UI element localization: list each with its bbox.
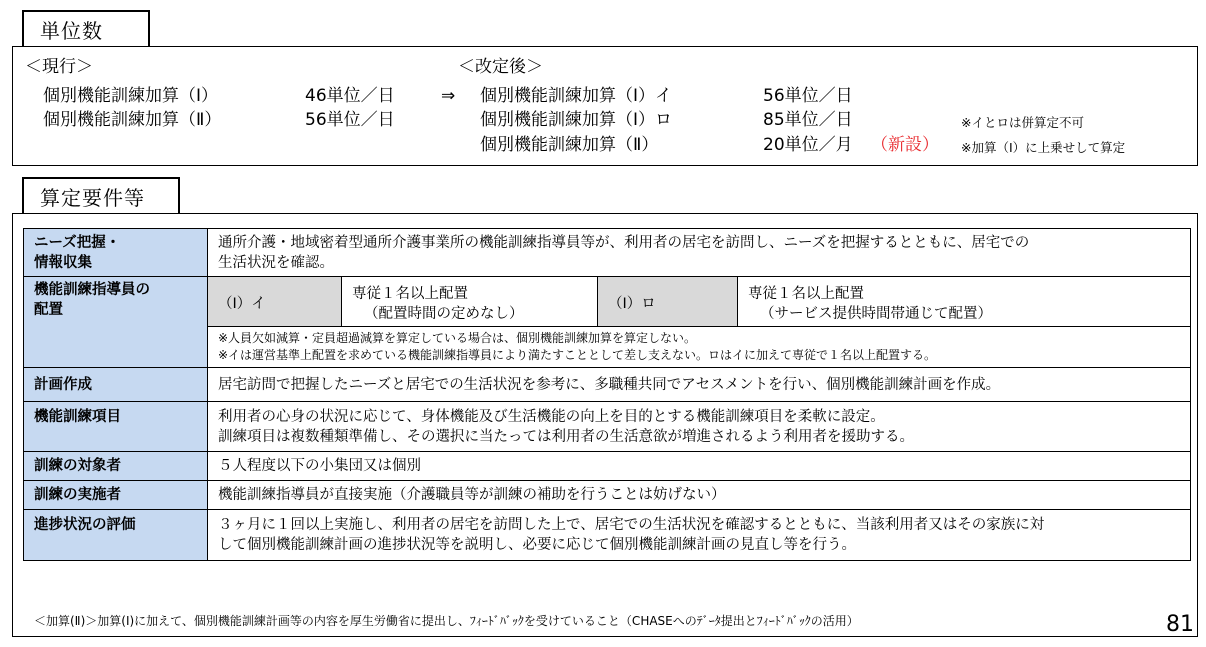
units-title-text: 単位数 (40, 19, 103, 43)
current-item-1-name: 個別機能訓練加算（Ⅰ） (43, 86, 219, 106)
requirements-title-text: 算定要件等 (40, 186, 145, 210)
plan-header: 計画作成 (24, 368, 208, 402)
page-number: 81 (1166, 612, 1194, 637)
staff-type-a-label: （Ⅰ）イ (208, 277, 342, 327)
current-item-2-name: 個別機能訓練加算（Ⅱ） (43, 110, 222, 130)
executor-header: 訓練の実施者 (24, 481, 208, 510)
new-badge: （新設） (871, 135, 939, 155)
needs-text: 通所介護・地域密着型通所介護事業所の機能訓練指導員等が、利用者の居宅を訪問し、ニーズを把握するとともに、居宅での 生活状況を確認。 (208, 229, 1191, 277)
units-panel (12, 46, 1198, 166)
current-item-1-units: 46単位／日 (305, 86, 395, 106)
revised-item-3-note: ※加算（Ⅰ）に上乗せして算定 (961, 140, 1126, 155)
current-item-2-units: 56単位／日 (305, 110, 395, 130)
revised-item-1-name: 個別機能訓練加算（Ⅰ）イ (480, 86, 673, 106)
staff-header: 機能訓練指導員の 配置 (24, 277, 208, 368)
staff-type-a-text: 専従１名以上配置 （配置時間の定めなし） (342, 277, 598, 327)
table-row (24, 481, 1191, 510)
requirements-panel (12, 213, 1198, 637)
items-text: 利用者の心身の状況に応じて、身体機能及び生活機能の向上を目的とする機能訓練項目を柔軟に設定。 訓練項目は複数種類準備し、その選択に当たっては利用者の生活意欲が増進されるよう利用者を援助する。 (208, 402, 1191, 452)
requirements-section-title (22, 177, 180, 214)
needs-header: ニーズ把握・ 情報収集 (24, 229, 208, 277)
table-row (24, 510, 1191, 561)
footnote: ＜加算(Ⅱ)＞加算(Ⅰ)に加えて、個別機能訓練計画等の内容を厚生労働省に提出し、ﾌｨｰﾄﾞﾊﾞｯｸを受けていること（CHASEへのﾃﾞｰﾀ提出とﾌｨｰﾄﾞﾊﾞｯｸの活用） (34, 614, 859, 628)
revised-item-3-units: 20単位／月 (763, 135, 853, 155)
revised-item-2-note: ※イとロは併算定不可 (961, 115, 1084, 130)
staff-type-b-text: 専従１名以上配置 （サービス提供時間帯通じて配置） (738, 277, 1191, 327)
eval-text: ３ヶ月に１回以上実施し、利用者の居宅を訪問した上で、居宅での生活状況を確認するとともに、当該利用者又はその家族に対 して個別機能訓練計画の進捗状況等を説明し、必要に応じて個別機能訓練計画の見直し等を行う。 (208, 510, 1191, 561)
current-label: ＜現行＞ (25, 57, 93, 77)
revised-label: ＜改定後＞ (458, 57, 543, 77)
revised-item-3-name: 個別機能訓練加算（Ⅱ） (480, 135, 659, 155)
items-header: 機能訓練項目 (24, 402, 208, 452)
eval-header: 進捗状況の評価 (24, 510, 208, 561)
executor-text: 機能訓練指導員が直接実施（介護職員等が訓練の補助を行うことは妨げない） (208, 481, 1191, 510)
table-row (24, 368, 1191, 402)
staff-notes: ※人員欠如減算・定員超過減算を算定している場合は、個別機能訓練加算を算定しない。 ※イは運営基準上配置を求めている機能訓練指導員により満たすこととして差し支えない。ロはイに加えて専従で１名以上配置する。 (208, 327, 1191, 368)
table-row (24, 229, 1191, 277)
staff-type-b-label: （Ⅰ）ロ (598, 277, 738, 327)
units-section-title (22, 10, 150, 47)
right-arrow-icon: ⇒ (441, 86, 456, 106)
revised-item-2-units: 85単位／日 (763, 110, 853, 130)
target-text: ５人程度以下の小集団又は個別 (208, 452, 1191, 481)
table-row (24, 277, 1191, 327)
table-row (24, 402, 1191, 452)
requirements-table (23, 228, 1191, 561)
target-header: 訓練の対象者 (24, 452, 208, 481)
revised-item-2-name: 個別機能訓練加算（Ⅰ）ロ (480, 110, 673, 130)
revised-item-1-units: 56単位／日 (763, 86, 853, 106)
table-row (24, 452, 1191, 481)
plan-text: 居宅訪問で把握したニーズと居宅での生活状況を参考に、多職種共同でアセスメントを行い、個別機能訓練計画を作成。 (208, 368, 1191, 402)
